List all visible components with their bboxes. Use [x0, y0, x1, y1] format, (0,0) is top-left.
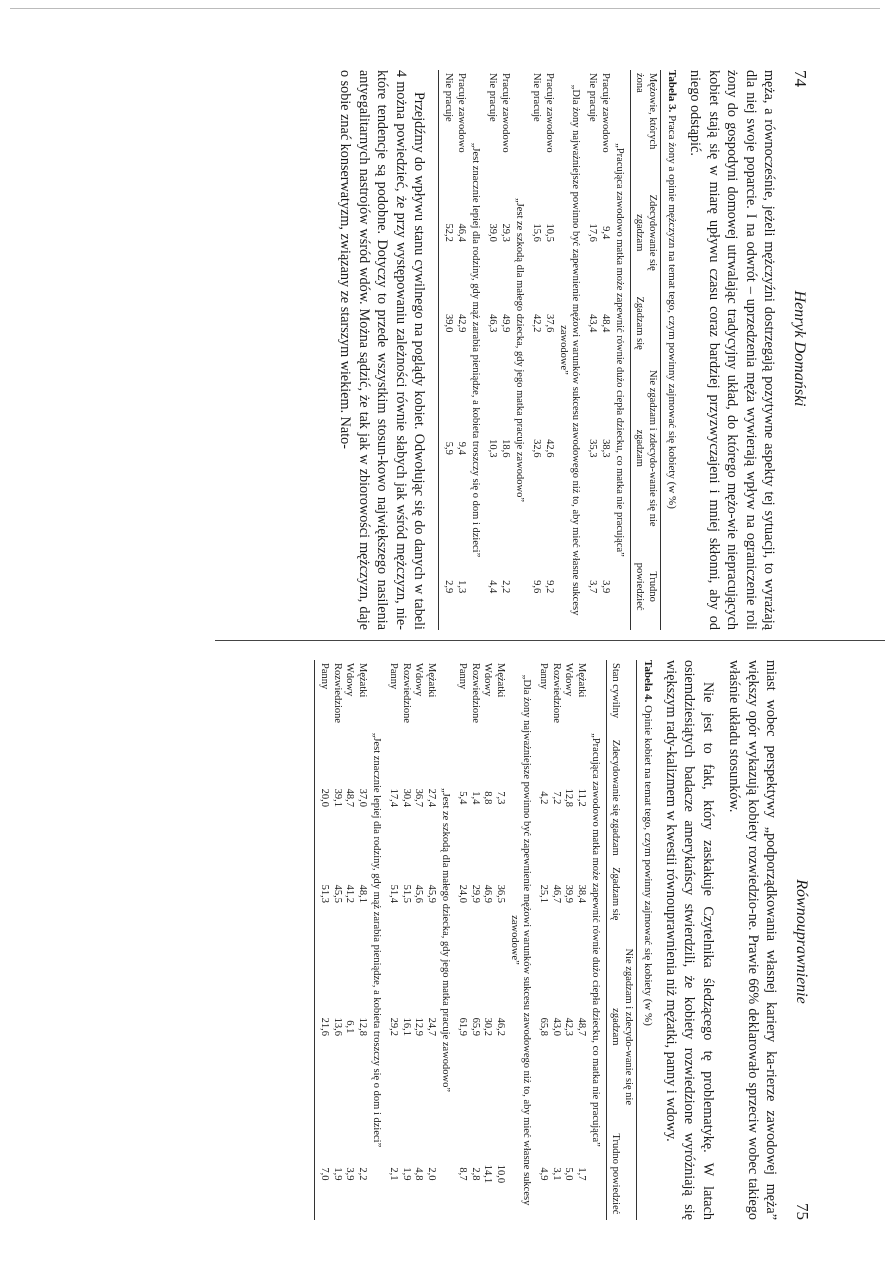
row-label: Pracuje zawodowo	[499, 73, 511, 153]
table-cell: 45,5	[331, 884, 343, 903]
table-cell: 51,4	[388, 884, 400, 903]
table-section-statement: „Jest znacznie lepiej dla rodziny, gdy mąż zarabia pieniądze, a kobieta troszczy się o dom i dzieci”	[370, 732, 382, 1148]
table-cell: 9,4	[455, 441, 467, 455]
table-cell: 3,9	[344, 1167, 356, 1181]
table-cell: 4,9	[538, 1167, 550, 1181]
table-cell: 3,1	[550, 1167, 562, 1181]
closing-paragraph: Przejdźmy do wpływu stanu cywilnego na poglądy kobiet. Odwołując się do danych w tabeli 4 można powiedzieć, że przy występowaniu zależności równie słabych jak wśród mężczyzn, nie-które tendencje są podobne. Dotyczy to przede wszystkim stosun-kowo największego nasilenia antyegalitarnych nastrojów wśród wdów. Można sądzić, że tak jak w zbiorowości mężczyzn, daje o sobie znać konserwatyzm, związany ze starszym wiekiem. Nato-	[337, 70, 427, 630]
table-row	[399, 660, 412, 1220]
table-cell: 41,2	[344, 884, 356, 903]
row-label: Pracuje zawodowo	[599, 73, 611, 153]
table-row	[598, 70, 611, 630]
opinion-table	[314, 660, 637, 1220]
running-title: Równouprawnienie	[793, 879, 810, 1004]
table-row	[438, 70, 454, 630]
table-cell: 1,4	[469, 791, 481, 805]
table-cell: 46,2	[494, 1017, 506, 1037]
row-label: Rozwiedzione	[550, 663, 562, 724]
table-cell: 30,2	[482, 1017, 494, 1037]
table-cell: 12,8	[563, 788, 575, 807]
table-cell: 2,8	[469, 1167, 481, 1181]
table-cell: 11,2	[575, 788, 587, 807]
table-cell: 5,4	[457, 791, 469, 805]
row-label: Nie pracuje	[438, 70, 454, 173]
table-header-cell: Stan cywilny	[606, 660, 636, 734]
table-cell: 46,9	[482, 884, 494, 903]
table-cell: 36,7	[413, 788, 425, 807]
table-cell: 9,6	[531, 580, 543, 594]
table-cell: 10,5	[543, 223, 555, 242]
row-label: Panny	[457, 663, 469, 690]
table-row	[481, 660, 494, 1220]
row-label: Nie pracuje	[531, 73, 543, 122]
table-row	[314, 660, 330, 1220]
table-row	[498, 70, 511, 630]
row-label: Nie pracuje	[587, 73, 599, 122]
table-caption	[641, 660, 654, 1220]
row-label: Rozwiedzione	[469, 663, 481, 724]
table-cell: 2,2	[499, 580, 511, 594]
table-cell: 43,4	[587, 313, 599, 333]
table-cell: 45,9	[425, 884, 437, 903]
table-cell: 7,0	[314, 1128, 330, 1220]
table-row	[530, 70, 543, 630]
table-cell: 15,6	[531, 223, 543, 242]
table-cell: 48,4	[599, 313, 611, 333]
table-cell: 4,8	[413, 1167, 425, 1181]
table-row	[493, 660, 506, 1220]
table-cell: 42,3	[563, 1017, 575, 1037]
table-cell: 6,1	[344, 1020, 356, 1034]
table-cell: 39,1	[331, 788, 343, 807]
table-cell: 20,0	[314, 734, 330, 862]
table-cell: 42,6	[543, 439, 555, 458]
table-section-statement: „Pracująca zawodowo matka może zapewnić równie dużo ciepła dziecku, co matka nie pracująca”	[613, 143, 625, 557]
table-cell: 8,8	[482, 791, 494, 805]
table-row	[456, 660, 469, 1220]
table-header-cell: Zgadzam się	[630, 293, 660, 353]
table-cell: 38,3	[599, 439, 611, 458]
table-cell: 14,1	[482, 1164, 494, 1184]
table-cell: 39,0	[438, 293, 454, 353]
table-cell: 17,4	[388, 788, 400, 807]
table-row	[486, 70, 499, 630]
table-header-cell: Nie zgadzam i zdecydo-wanie się nie zgadzam	[630, 353, 660, 543]
row-label: Wdowy	[413, 663, 425, 697]
table-header-cell: Trudno powiedzieć	[606, 1128, 636, 1220]
row-label: Rozwiedzione	[400, 663, 412, 724]
page-header	[790, 70, 810, 630]
table-section-statement: „Jest ze szkodą dla małego dziecka, gdy jego matka pracuje zawodowo”	[439, 787, 451, 1093]
table-cell: 48,7	[575, 1017, 587, 1037]
table-cell: 48,1	[356, 884, 368, 903]
table-row	[330, 660, 343, 1220]
table-cell: 16,1	[400, 1017, 412, 1037]
table-cell: 51,3	[314, 862, 330, 926]
row-label: Mężatki	[356, 663, 368, 698]
table-cell: 1,9	[331, 1167, 343, 1181]
table-cell: 4,2	[538, 791, 550, 805]
table-caption-label: Tabela 3.	[665, 70, 678, 113]
row-label: Panny	[538, 663, 550, 690]
opinion-table	[438, 70, 661, 630]
table-cell: 18,6	[499, 439, 511, 458]
table-cell: 1,9	[400, 1167, 412, 1181]
table-cell: 1,3	[455, 580, 467, 594]
table-cell: 2,2	[356, 1167, 368, 1181]
table-cell: 7,2	[550, 791, 562, 805]
table-row	[586, 70, 599, 630]
table-cell: 37,0	[356, 788, 368, 807]
table-cell: 5,9	[438, 353, 454, 543]
row-label: Nie pracuje	[487, 73, 499, 122]
table-row	[574, 660, 587, 1220]
table-cell: 12,8	[356, 1017, 368, 1037]
table-cell: 65,8	[538, 1017, 550, 1037]
row-label: Pracuje zawodowo	[543, 73, 555, 153]
table-cell: 65,9	[469, 1017, 481, 1037]
table-cell: 7,3	[494, 791, 506, 805]
running-title: Henryk Domański	[791, 290, 808, 407]
row-label: Wdowy	[344, 663, 356, 697]
table-cell: 39,0	[487, 223, 499, 242]
table-cell: 2,1	[388, 1167, 400, 1181]
table-cell: 9,2	[543, 580, 555, 594]
table-row	[355, 660, 368, 1220]
row-label: Wdowy	[482, 663, 494, 697]
table-cell: 3,9	[599, 580, 611, 594]
table-section-statement: „Dla żony najważniejsze powinno być zapewnienie mężowi warunków sukcesu zawodowego niż to, aby mieć własne sukcesy zawodowe”	[557, 84, 581, 616]
table-header-cell: Trudno powiedzieć	[630, 543, 660, 630]
table-row	[468, 660, 481, 1220]
table-row	[343, 660, 356, 1220]
table-header-cell: Zdecydowanie się zgadzam	[606, 734, 636, 862]
row-label: Mężatki	[425, 663, 437, 698]
page-fold-line	[215, 640, 885, 641]
row-label: Panny	[388, 663, 400, 690]
table-section-statement: „Dla żony najważniejsze powinno być zapewnienie mężowi warunków sukcesu zawodowego niż to, aby mieć własne sukcesy zawodowe”	[508, 674, 532, 1206]
table-cell: 43,0	[550, 1017, 562, 1037]
table-section-statement: „Jest znacznie lepiej dla rodziny, gdy mąż zarabia pieniądze, a kobieta troszczy się o dom i dzieci”	[469, 142, 481, 558]
table-cell: 52,2	[438, 173, 454, 293]
table-caption	[665, 70, 678, 630]
row-label: Mężatki	[494, 663, 506, 698]
table-cell: 36,5	[494, 884, 506, 903]
table-cell: 10,0	[494, 1164, 506, 1184]
table-cell: 3,7	[587, 580, 599, 594]
table-cell: 2,9	[438, 543, 454, 630]
table-row	[537, 660, 550, 1220]
table-cell: 46,7	[550, 884, 562, 903]
table-cell: 37,6	[543, 313, 555, 333]
table-cell: 27,4	[425, 788, 437, 807]
table-row	[424, 660, 437, 1220]
table-cell: 38,4	[575, 884, 587, 903]
table-cell: 9,4	[599, 226, 611, 240]
table-cell: 46,4	[455, 223, 467, 242]
table-caption-text: Opinie kobiet na temat tego, czym powinny zajmować się kobiety (w %)	[641, 705, 654, 1026]
table-cell: 13,6	[331, 1017, 343, 1037]
table-caption-text: Praca żony a opinie mężczyzn na temat tego, czym powinny zajmować się kobiety (w %)	[665, 115, 678, 509]
table-cell: 5,0	[563, 1167, 575, 1181]
page-75	[32, 660, 812, 1220]
table-cell: 21,6	[314, 926, 330, 1128]
row-label: Rozwiedzione	[331, 663, 343, 724]
row-label: Mężatki	[575, 663, 587, 698]
table-cell: 24,0	[457, 884, 469, 903]
table-cell: 17,6	[587, 223, 599, 242]
table-caption-label: Tabela 4.	[641, 660, 654, 703]
page-number: 75	[793, 1203, 812, 1220]
table-cell: 2,0	[425, 1167, 437, 1181]
table-cell: 12,9	[413, 1017, 425, 1037]
table-cell: 10,3	[487, 439, 499, 458]
second-paragraph: Nie jest to fakt, który zaskakuje Czytelnika śledzącego tę problematykę. W latach osiemdziesiątych badacze amerykańscy stwierdzili, że kobiety rozwiedzione wyróżniają się większym rady-kalizmem w kwestii równouprawnienia niż mężatki, panny i wdowy.	[662, 660, 716, 1220]
table-cell: 4,4	[487, 580, 499, 594]
table-cell: 51,5	[400, 884, 412, 903]
intro-paragraph: miast wobec perspektywy „podporządkowania własnej kariery ka-rierze zawodowej męża” większy opór wykazują kobiety rozwiedzio-ne. Prawie 66% deklarowało sprzeciw wobec takiego właśnie układu stosunków.	[726, 660, 779, 1220]
table-cell: 29,9	[469, 884, 481, 903]
table-header-cell: Zdecydowanie się zgadzam	[630, 173, 660, 293]
table-cell: 46,3	[487, 313, 499, 333]
table-cell: 49,9	[499, 313, 511, 333]
table-cell: 61,9	[457, 1017, 469, 1037]
table-cell: 35,3	[587, 439, 599, 458]
table-header-cell: Nie zgadzam i zdecydo-wanie się nie zgadzam	[606, 926, 636, 1128]
table-row	[542, 70, 555, 630]
table-row	[454, 70, 467, 630]
table-section-statement: „Jest ze szkodą dla małego dziecka, gdy jego matka pracuje zawodowo”	[513, 197, 525, 503]
table-cell: 39,9	[563, 884, 575, 903]
table-cell: 48,7	[344, 788, 356, 807]
table-row	[549, 660, 562, 1220]
table-cell: 45,6	[413, 884, 425, 903]
row-label: Wdowy	[563, 663, 575, 697]
table-header-cell: Zgadzam się	[606, 862, 636, 926]
table-section-statement: „Pracująca zawodowo matka może zapewnić równie dużo ciepła dziecku, co matka nie pracująca”	[589, 733, 601, 1147]
table-cell: 29,2	[388, 1017, 400, 1037]
scan-edge-line-top	[10, 8, 880, 9]
table-header-cell: Mężowie, których żona	[630, 70, 660, 173]
table-row	[387, 660, 400, 1220]
page-header	[792, 660, 812, 1220]
table-cell: 8,7	[457, 1167, 469, 1181]
table-cell: 42,2	[531, 313, 543, 333]
row-label: Pracuje zawodowo	[455, 73, 467, 153]
page-74	[30, 70, 810, 630]
page-number: 74	[791, 70, 810, 87]
table-row	[562, 660, 575, 1220]
intro-paragraph: męża, a równocześnie, jeżeli mężczyźni dostrzegają pozytywne aspekty tej sytuacji, to wyrażają dla niej swoje poparcie. I na odwrót – uprzedzenia męża wywierają wpływ na ograniczenie roli żony do gospodyni domowej utrwalając tradycyjny układ, do którego mężo-wie niepracujących kobiet stają się w miarę upływu czasu coraz bardziej przyzwyczajeni i mniej skłonni, aby od niego odstąpić.	[687, 70, 777, 630]
table-cell: 30,4	[400, 788, 412, 807]
table-cell: 24,7	[425, 1017, 437, 1037]
table-cell: 1,7	[575, 1167, 587, 1181]
table-row	[412, 660, 425, 1220]
table-cell: 29,3	[499, 223, 511, 242]
row-label: Panny	[314, 660, 330, 734]
table-cell: 25,1	[538, 884, 550, 903]
table-cell: 42,9	[455, 313, 467, 333]
table-cell: 32,6	[531, 439, 543, 458]
